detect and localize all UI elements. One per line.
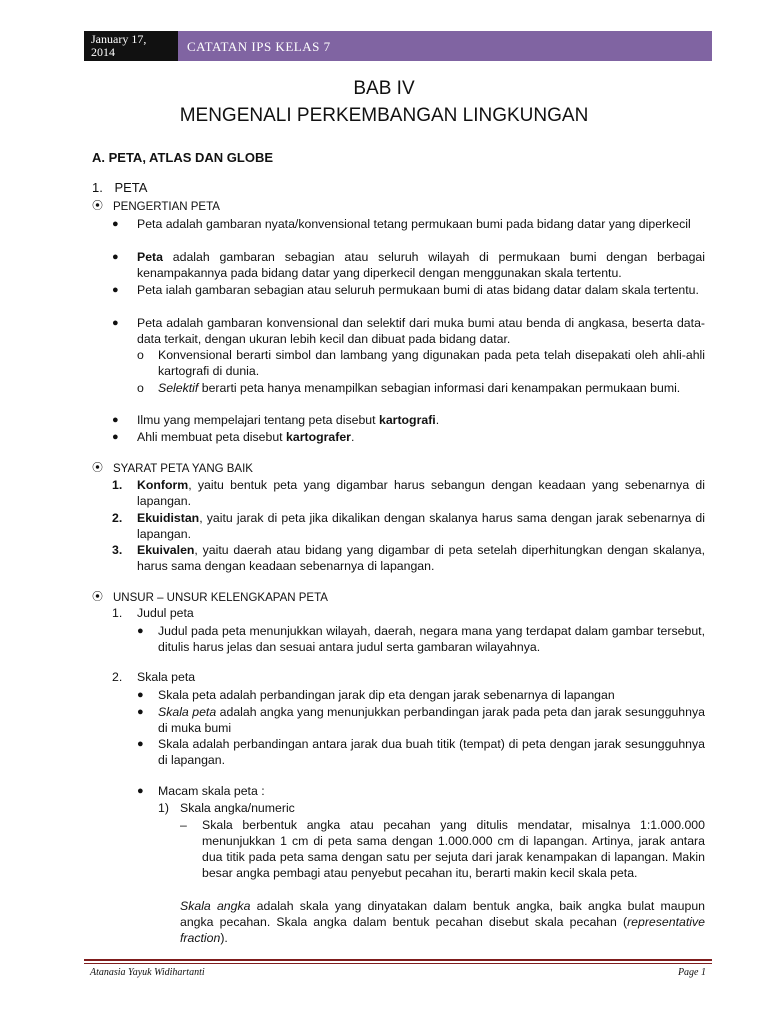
sub-list-item <box>92 380 705 396</box>
page-header <box>84 31 712 61</box>
bullet-icon: ● <box>112 251 119 263</box>
item-number: 2. <box>112 670 123 684</box>
list-item-text: Konvensional berarti simbol dan lambang yang digunakan pada peta telah disepakati oleh ahli-ahli kartografi di dunia. <box>158 348 705 378</box>
numbered-item <box>92 605 705 621</box>
chapter-number: BAB IV <box>353 78 415 99</box>
circle-bullet-icon: ⦿ <box>92 591 103 603</box>
dash-item <box>92 817 705 881</box>
pengertian-heading <box>92 198 705 215</box>
pengertian-title: PENGERTIAN PETA <box>113 201 220 213</box>
bullet-icon: ● <box>112 218 119 230</box>
list-item <box>92 687 705 703</box>
circle-sub-bullet-icon: o <box>137 381 144 395</box>
list-item-text: Skala peta adalah perbandingan jarak dip eta dengan jarak sebenarnya di lapangan <box>158 688 615 702</box>
bullet-icon: ● <box>137 625 144 637</box>
item-number: 2. <box>112 511 123 525</box>
unsur-heading <box>92 589 705 606</box>
bold-term: Konform <box>137 478 189 492</box>
text-span: ). <box>220 931 228 945</box>
text-span: adalah angka yang menunjukkan perbandingan jarak pada peta dan jarak sesungguhnya di muka bumi <box>158 705 705 735</box>
item-title: Skala angka/numeric <box>180 801 295 815</box>
numbered-item <box>92 477 705 509</box>
list-item-text: Peta adalah gambaran nyata/konvensional tetang permukaan bumi pada bidang datar yang diperkecil <box>137 217 691 231</box>
bold-term: Peta <box>137 250 163 264</box>
text-span: , yaitu jarak di peta jika dikalikan dengan skalanya harus sama dengan jarak sebenarnya di lapangan. <box>137 511 705 541</box>
footer-rule <box>84 959 712 961</box>
list-item <box>92 282 705 298</box>
list-item-text: Peta ialah gambaran sebagian atau seluruh permukaan bumi di atas bidang datar dalam skala tertentu. <box>137 283 699 297</box>
footer-rule-thin <box>84 963 712 964</box>
list-item <box>92 412 705 428</box>
circle-sub-bullet-icon: o <box>137 348 144 362</box>
list-item-text <box>158 704 705 736</box>
list-item <box>92 736 705 768</box>
italic-term: Selektif <box>158 381 199 395</box>
header-date-line2: 2014 <box>91 45 115 59</box>
bold-term: kartografi <box>378 413 436 427</box>
text-span: berarti peta hanya menampilkan sebagian informasi dari kenampakan permukaan bumi. <box>198 381 681 395</box>
bold-term: Ekuidistan <box>137 511 200 525</box>
italic-term: Skala angka <box>180 899 251 913</box>
italic-term: Skala peta <box>158 705 217 719</box>
list-item-text <box>137 249 705 281</box>
bold-term: kartografer <box>286 430 351 444</box>
item-title: Skala peta <box>137 670 196 684</box>
list-item-text <box>137 429 705 445</box>
sub-list-item <box>92 347 705 379</box>
chapter-title: MENGENALI PERKEMBANGAN LINGKUNGAN <box>179 105 589 126</box>
item-number: 1. <box>112 478 123 492</box>
subsection-title: PETA <box>114 180 148 195</box>
numbered-item <box>92 669 705 685</box>
list-item-text <box>137 510 705 542</box>
header-date-line1: January 17, <box>91 32 147 46</box>
italic-term: representative fraction <box>180 915 705 945</box>
bullet-icon: ● <box>137 738 144 750</box>
subsection-peta-heading <box>92 180 705 196</box>
paragraph <box>92 898 705 946</box>
text-span: , yaitu daerah atau bidang yang digambar di peta setelah diperhitungkan dengan skalanya, harus sama dengan keadaan sebenarnya di lapangan. <box>137 543 705 573</box>
syarat-heading <box>92 460 705 477</box>
bullet-icon: ● <box>137 785 144 797</box>
text-span: Ilmu yang mempelajari tentang peta disebut <box>137 413 379 427</box>
bullet-icon: ● <box>112 431 119 443</box>
header-date <box>84 31 178 61</box>
syarat-title: SYARAT PETA YANG BAIK <box>113 463 253 475</box>
section-a-heading: A. PETA, ATLAS DAN GLOBE <box>92 150 274 165</box>
header-title: CATATAN IPS KELAS 7 <box>178 31 712 61</box>
list-item-text <box>137 542 705 574</box>
unsur-title: UNSUR – UNSUR KELENGKAPAN PETA <box>113 592 328 604</box>
item-number: 1. <box>112 606 123 620</box>
list-item-text <box>158 380 705 396</box>
text-span: , yaitu bentuk peta yang digambar harus sebangun dengan keadaan yang sebenarnya di lapangan. <box>137 478 705 508</box>
list-item <box>92 216 705 232</box>
bullet-icon: ● <box>112 284 119 296</box>
bullet-icon: ● <box>137 706 144 718</box>
list-item <box>92 704 705 736</box>
list-item-text: Skala adalah perbandingan antara jarak dua buah titik (tempat) di peta dengan jarak sesungguhnya di lapangan. <box>158 737 705 767</box>
item-number: 3. <box>112 543 123 557</box>
list-item-text <box>137 412 705 428</box>
text-span: . <box>435 413 440 427</box>
list-item <box>92 315 705 347</box>
list-item-text <box>137 477 705 509</box>
bullet-icon: ● <box>112 317 119 329</box>
text-span: adalah gambaran sebagian atau seluruh wilayah di permukaan bumi dengan berbagai kenampakannya pada bidang datar yang diperkecil dengan menggunakan skala tertentu. <box>137 250 705 280</box>
text-span: adalah skala yang dinyatakan dalam bentuk angka, baik angka bulat maupun angka pecahan. Skala angka dalam bentuk pecahan disebut skala pecahan ( <box>180 899 705 929</box>
dash-marker: – <box>180 818 187 832</box>
bullet-icon: ● <box>112 414 119 426</box>
list-item-text: Skala berbentuk angka atau pecahan yang ditulis mendatar, misalnya 1:1.000.000 menunjukkan 1 cm di peta sama dengan 1.000.000 cm di lapangan. Artinya, jarak antara dua titik pada peta sama dengan satu per sejuta dari jarak kenampakan di lapangan. Makin besar angka pembagi atau penyebut pecahan itu, berarti makin kecil skala peta. <box>202 818 705 880</box>
list-item <box>92 429 705 445</box>
footer-author: Atanasia Yayuk Widihartanti <box>90 967 205 978</box>
circle-bullet-icon: ⦿ <box>92 462 103 474</box>
bold-term: Ekuivalen <box>137 543 195 557</box>
footer-page-number: Page 1 <box>677 967 706 978</box>
numbered-item <box>92 510 705 542</box>
list-item <box>92 783 705 799</box>
list-item-text: Peta adalah gambaran konvensional dan selektif dari muka bumi atau benda di angkasa, beserta data-data terkait, dengan ukuran lebih kecil dan dibuat pada bidang datar. <box>137 316 705 346</box>
numbered-item <box>92 542 705 574</box>
circle-bullet-icon: ⦿ <box>92 200 103 212</box>
bullet-icon: ● <box>137 689 144 701</box>
text-span: . <box>350 430 355 444</box>
list-item <box>92 623 705 655</box>
list-item-text: Judul pada peta menunjukkan wilayah, daerah, negara mana yang terdapat dalam gambar tersebut, ditulis harus jelas dan sesuai antara judul serta gambaran wilayahnya. <box>158 624 705 654</box>
subsection-number: 1. <box>92 180 103 195</box>
paragraph-text <box>180 898 705 946</box>
item-number: 1) <box>158 801 169 815</box>
list-item-text: Macam skala peta : <box>158 784 265 798</box>
numbered-item <box>92 800 705 816</box>
list-item <box>92 249 705 281</box>
text-span: Ahli membuat peta disebut <box>137 430 287 444</box>
item-title: Judul peta <box>137 606 194 620</box>
